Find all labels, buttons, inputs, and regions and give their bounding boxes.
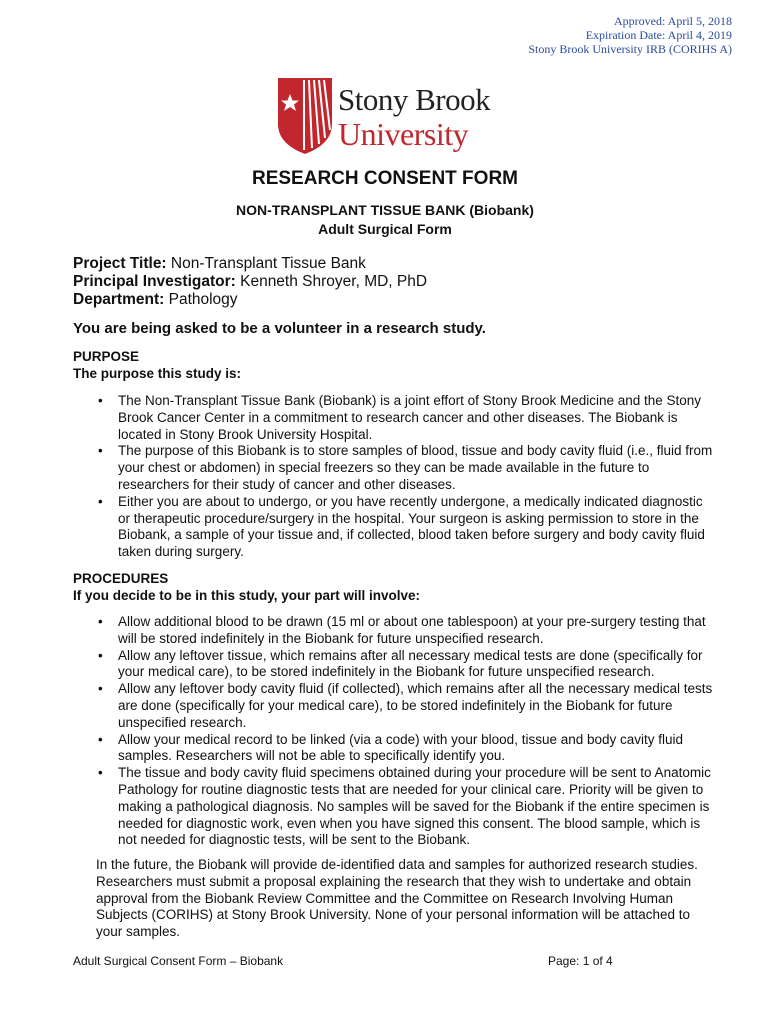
list-item <box>73 765 713 849</box>
list-item <box>73 732 713 766</box>
procedure-text: Allow your medical record to be linked (via a code) with your blood, tissue and body cavity fluid samples. Researchers will not be able to specifically identify you. <box>118 731 684 764</box>
procedures-heading: PROCEDURES <box>73 571 169 586</box>
list-item <box>73 393 713 443</box>
department-row <box>73 291 427 309</box>
expiration-date: Expiration Date: April 4, 2019 <box>585 28 732 42</box>
procedure-text: Allow additional blood to be drawn (15 ml or about one tablespoon) at your pre-surgery testing that will be stored indefinitely in the Biobank for future unspecified research. <box>118 614 706 646</box>
purpose-section-header <box>73 348 241 382</box>
bullet-icon: • <box>98 393 103 408</box>
bullet-icon: • <box>98 493 103 509</box>
pi-label: Principal Investigator: <box>73 273 236 290</box>
project-title-value: Non-Transplant Tissue Bank <box>170 255 366 272</box>
bullet-icon: • <box>98 614 103 629</box>
list-item <box>73 681 713 731</box>
purpose-heading: PURPOSE <box>73 349 140 364</box>
pi-value: Kenneth Shroyer, MD, PhD <box>240 273 428 290</box>
purpose-list <box>73 393 713 561</box>
bullet-icon: • <box>98 731 103 747</box>
footer-page-number: Page: 1 of 4 <box>548 954 613 968</box>
purpose-text: The purpose of this Biobank is to store samples of blood, tissue and body cavity fluid (i.e., fluid from your chest or abdomen) in special freezers so they can be made available in the future to researchers for their study of cancer and other diseases. <box>118 443 713 492</box>
bullet-icon: • <box>98 681 103 697</box>
purpose-text: Either you are about to undergo, or you have recently undergone, a medically indicated diagnostic or therapeutic procedure/surgery in the hospital. Your surgeon is asking permission to store in the Biobank, a sample of your tissue and, if collected, blood taken before surgery and body cavity fluid taken during surgery. <box>118 493 705 560</box>
bullet-icon: • <box>98 765 103 781</box>
list-item <box>73 494 713 561</box>
list-item <box>73 648 713 682</box>
department-value: Pathology <box>168 291 238 308</box>
department-label: Department: <box>73 291 165 308</box>
stony-brook-logo <box>276 74 496 156</box>
form-title: RESEARCH CONSENT FORM <box>251 168 518 189</box>
approval-stamp <box>528 14 732 56</box>
volunteer-statement: You are being asked to be a volunteer in a research study. <box>73 320 486 337</box>
bullet-icon: • <box>98 443 103 459</box>
bullet-icon: • <box>98 647 103 663</box>
project-info <box>73 255 427 309</box>
form-subtitle: NON-TRANSPLANT TISSUE BANK (Biobank) <box>236 202 534 218</box>
principal-investigator-row <box>73 273 427 291</box>
procedures-section-header <box>73 570 420 604</box>
shield-icon <box>276 74 336 156</box>
form-type: Adult Surgical Form <box>318 221 452 237</box>
purpose-text: The Non-Transplant Tissue Bank (Biobank) is a joint effort of Stony Brook Medicine and the Stony Brook Cancer Center in a commitment to research cancer and other diseases. The Biobank is located in Stony Brook University Hospital. <box>118 393 702 442</box>
list-item <box>73 614 713 648</box>
procedures-subheading: If you decide to be in this study, your part will involve: <box>73 588 421 603</box>
purpose-subheading: The purpose this study is: <box>73 366 242 381</box>
project-title-row <box>73 255 427 273</box>
procedure-text: The tissue and body cavity fluid specimens obtained during your procedure will be sent to Anatomic Pathology for routine diagnostic tests that are needed for your clinical care. Priority will be given to making a pathological diagnosis. No samples will be saved for the Biobank if the entire specimen is needed for diagnostic work, even when you have signed this consent. The blood sample, which is not needed for diagnostic tests, will be sent to the Biobank. <box>118 765 711 848</box>
approved-date: Approved: April 5, 2018 <box>614 14 732 28</box>
logo-line-2: University <box>338 116 469 152</box>
logo-line-1: Stony Brook <box>338 82 491 117</box>
procedures-list <box>73 614 713 849</box>
future-use-paragraph: In the future, the Biobank will provide de-identified data and samples for authorized research studies. Researchers must submit a proposal explaining the research that they wish to undertake and obtain approval from the Biobank Review Committee and the Committee on Research Involving Human Subjects (CORIHS) at Stony Brook University. None of your personal information will be attached to your samples. <box>96 857 698 940</box>
footer-form-name: Adult Surgical Consent Form – Biobank <box>73 954 284 968</box>
irb-name: Stony Brook University IRB (CORIHS A) <box>528 42 732 56</box>
project-title-label: Project Title: <box>73 255 167 272</box>
list-item <box>73 443 713 493</box>
procedure-text: Allow any leftover body cavity fluid (if collected), which remains after all the necessary medical tests are done (specifically for your medical care), to be stored indefinitely in the Biobank for future unspecified research. <box>118 681 713 730</box>
procedure-text: Allow any leftover tissue, which remains after all necessary medical tests are done (specifically for your medical care), to be stored indefinitely in the Biobank for future unspecified research. <box>118 647 703 680</box>
